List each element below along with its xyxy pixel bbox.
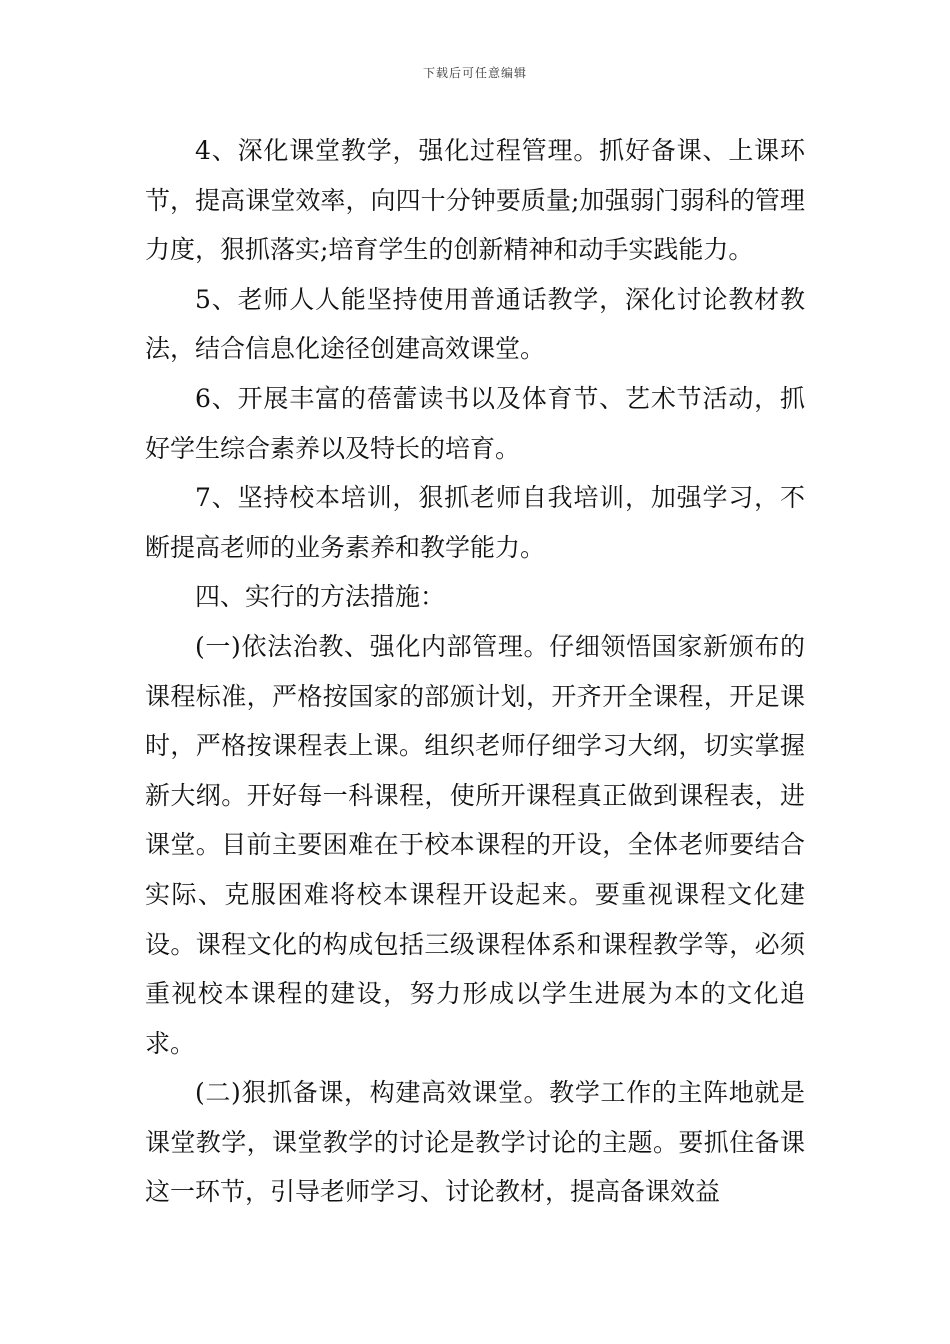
paragraph-item-7: 7、坚持校本培训，狠抓老师自我培训，加强学习，不断提高老师的业务素养和教学能力。 — [145, 483, 805, 562]
document-body — [145, 126, 805, 1217]
header-note: 下载后可任意编辑 — [422, 66, 527, 80]
paragraph-measure-2: (二)狠抓备课，构建高效课堂。教学工作的主阵地就是课堂教学，课堂教学的讨论是教学讨论的主题。要抓住备课这一环节，引导老师学习、讨论教材，提高备课效益 — [145, 1078, 805, 1207]
paragraph-item-4: 4、深化课堂教学，强化过程管理。抓好备课、上课环节，提高课堂效率，向四十分钟要质量;加强弱门弱科的管理力度，狠抓落实;培育学生的创新精神和动手实践能力。 — [145, 136, 805, 265]
paragraph-item-5: 5、老师人人能坚持使用普通话教学，深化讨论教材教法，结合信息化途径创建高效课堂。 — [145, 284, 805, 364]
paragraph-item-6: 6、开展丰富的蓓蕾读书以及体育节、艺术节活动，抓好学生综合素养以及特长的培育。 — [145, 383, 805, 463]
section-heading-measures: 四、实行的方法措施： — [195, 582, 446, 612]
paragraph-measure-1: (一)依法治教、强化内部管理。仔细领悟国家新颁布的课程标准，严格按国家的部颁计划，开齐开全课程，开足课时，严格按课程表上课。组织老师仔细学习大纲，切实掌握新大纲。开好每一科课程，使所开课程真正做到课程表，进课堂。目前主要困难在于校本课程的开设，全体老师要结合实际、克服困难将校本课程开设起来。要重视课程文化建设。课程文化的构成包括三级课程体系和课程教学等，必须重视校本课程的建设，努力形成以学生进展为本的文化追求。 — [145, 631, 805, 1058]
